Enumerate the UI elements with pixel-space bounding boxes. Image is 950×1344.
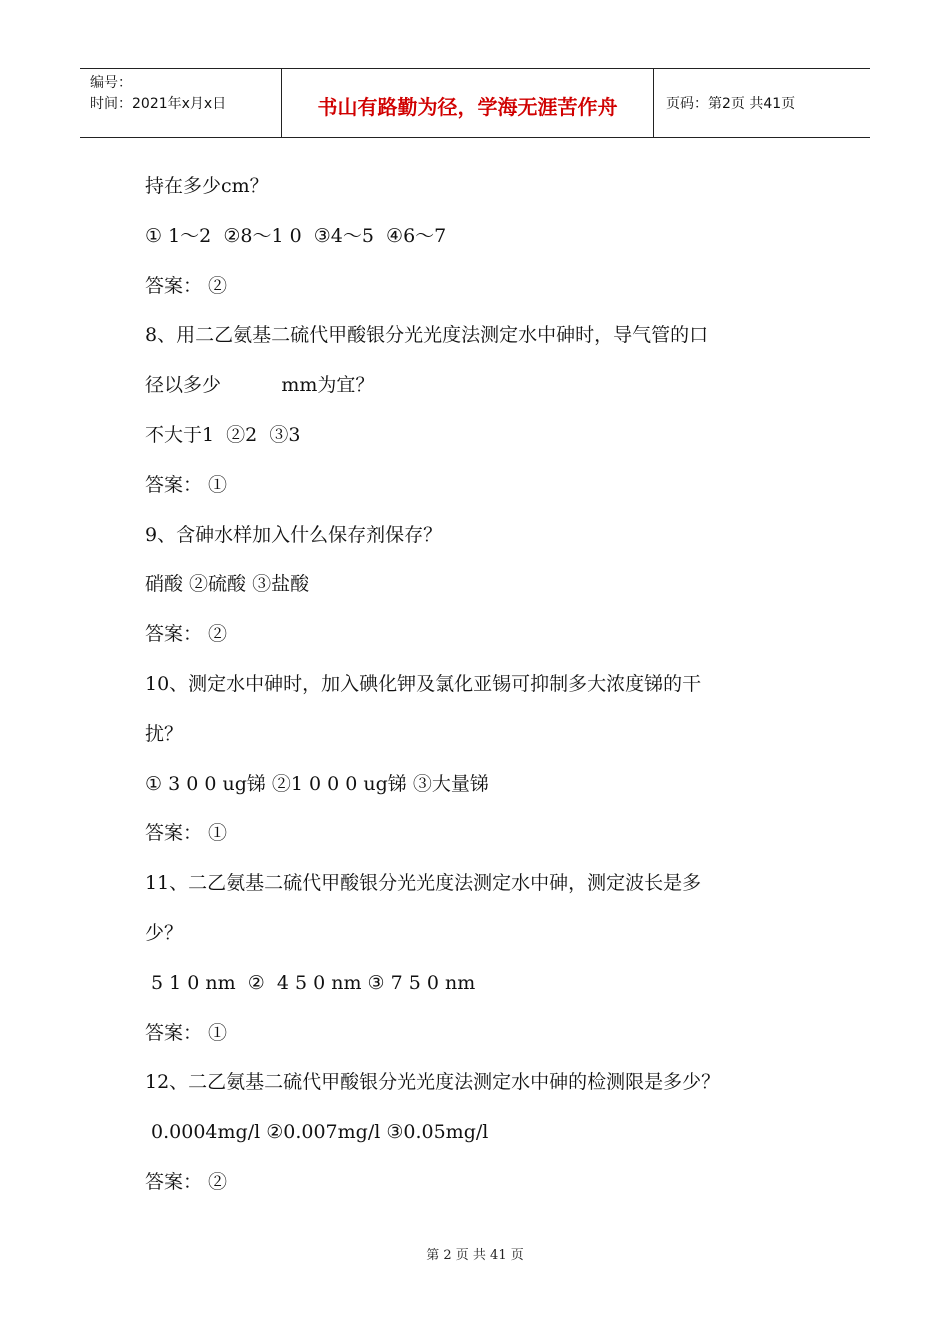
question-line: 10、测定水中砷时，加入碘化钾及氯化亚锡可抑制多大浓度锑的干 <box>145 672 702 695</box>
question-line: 径以多少 mm为宜？ <box>145 374 375 397</box>
question-line: 扰？ <box>145 722 184 745</box>
options-line: ① 1～2 ②8～1 0 ③4～5 ④6～7 <box>145 224 447 247</box>
answer-line: 答案： ② <box>145 274 228 297</box>
header-page-info: 页码：第2页 共41页 <box>666 96 796 112</box>
page-footer: 第 2 页 共 41 页 <box>426 1248 524 1263</box>
answer-line: 答案： ① <box>145 1021 228 1044</box>
question-line: 少？ <box>145 921 184 944</box>
header-meta <box>80 69 282 137</box>
question-line: 9、含砷水样加入什么保存剂保存？ <box>145 523 443 546</box>
number-label: 编号： <box>90 75 132 91</box>
options-line: 0.0004mg/l ②0.007mg/l ③0.05mg/l <box>145 1121 489 1144</box>
options-line: 5 1 0 nm ② 4 5 0 nm ③ 7 5 0 nm <box>145 971 476 994</box>
answer-line: 答案： ② <box>145 623 228 646</box>
question-line: 11、二乙氨基二硫代甲酸银分光光度法测定水中砷，测定波长是多 <box>145 872 702 895</box>
document-body <box>145 162 825 1208</box>
header-motto: 书山有路勤为径，学海无涯苦作舟 <box>282 69 654 137</box>
text-line: 持在多少cm？ <box>145 175 269 197</box>
question-line: 12、二乙氨基二硫代甲酸银分光光度法测定水中砷的检测限是多少？ <box>145 1071 721 1094</box>
options-line: 不大于1 ②2 ③3 <box>145 423 301 446</box>
date-line: 时间：2021年x月x日 <box>90 96 227 112</box>
options-line: 硝酸 ②硫酸 ③盐酸 <box>145 573 310 596</box>
answer-line: 答案： ① <box>145 822 228 845</box>
options-line: ① 3 0 0 ug锑 ②1 0 0 0 ug锑 ③大量锑 <box>145 772 489 795</box>
page-header <box>80 68 870 138</box>
question-line: 8、用二乙氨基二硫代甲酸银分光光度法测定水中砷时，导气管的口 <box>145 324 709 347</box>
answer-line: 答案： ① <box>145 473 228 496</box>
answer-line: 答案： ② <box>145 1170 228 1193</box>
